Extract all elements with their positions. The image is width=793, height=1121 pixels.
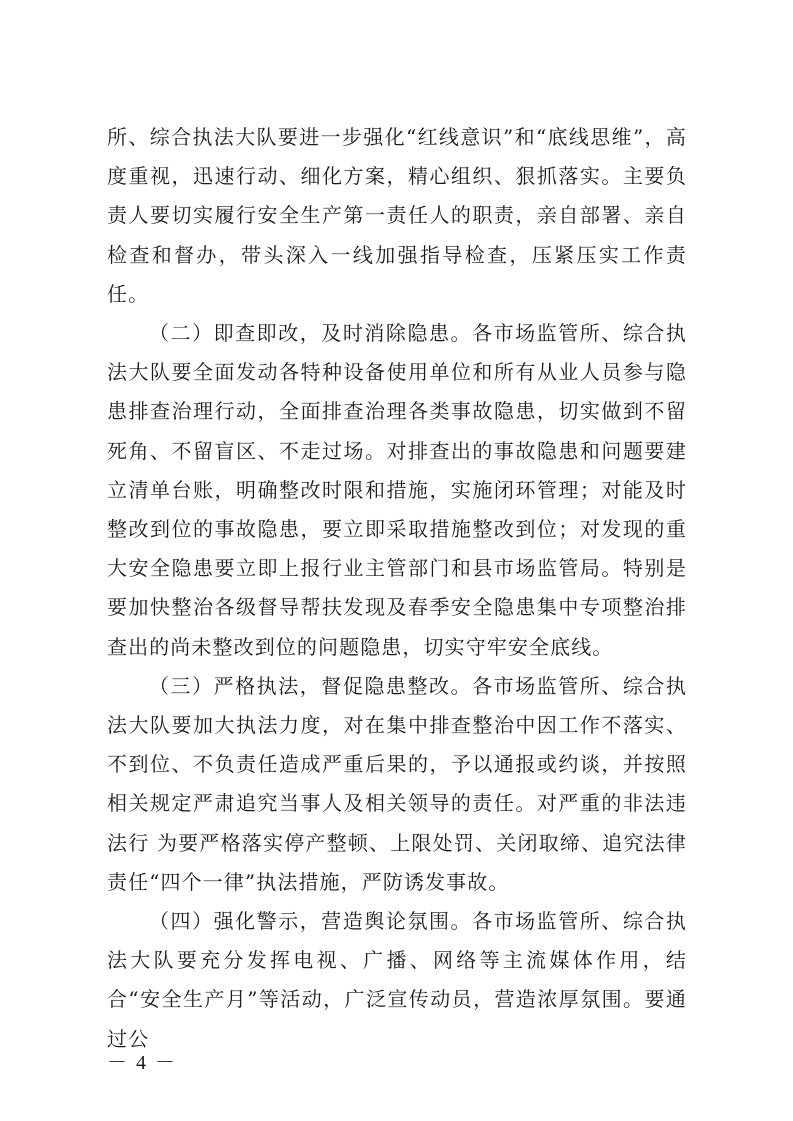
paragraph-text: 各市场监管所、综合执法大队要加大执法力度，对在集中排查整治中因工作不落实、不到位、不负责任造成严重后果的，予以通报或约谈，并按照相关规定严肃追究当事人及相关领导的责任。对严重的非法违法行 为要严格落实停产整顿、上限处罚、关闭取缔、追究法律责任“四个一律”执法措施，严防诱发事故。 [107, 673, 687, 894]
paragraph-section-4 [107, 902, 687, 1059]
section-heading: （二）即查即改，及时消除隐患。 [149, 321, 473, 346]
body-text [107, 118, 687, 1059]
paragraph-continued [107, 118, 687, 314]
paragraph-text: 各市场监管所、综合执法大队要充分发挥电视、广播、网络等主流媒体作用，结合“安全生产月”等活动，广泛宣传动员，营造浓厚氛围。要通过公 [107, 909, 687, 1051]
paragraph-text: 各市场监管所、综合执法大队要全面发动各特种设备使用单位和所有从业人员参与隐患排查治理行动，全面排查治理各类事故隐患，切实做到不留死角、不留盲区、不走过场。对排查出的事故隐患和问题要建立清单台账，明确整改时限和措施，实施闭环管理；对能及时整改到位的事故隐患，要立即采取措施整改到位；对发现的重大安全隐患要立即上报行业主管部门和县市场监管局。特别是要加快整治各级督导帮扶发现及春季安全隐患集中专项整治排查出的尚未整改到位的问题隐患，切实守牢安全底线。 [107, 321, 687, 659]
paragraph-text: 所、综合执法大队要进一步强化“红线意识”和“底线思维”，高度重视，迅速行动、细化方案，精心组织、狠抓落实。主要负责人要切实履行安全生产第一责任人的职责，亲自部署、亲自检查和督办，带头深入一线加强指导检查，压紧压实工作责任。 [107, 125, 687, 306]
paragraph-section-3 [107, 667, 687, 902]
section-heading: （四）强化警示，营造舆论氛围。 [149, 909, 473, 934]
section-heading: （三）严格执法，督促隐患整改。 [149, 673, 473, 698]
paragraph-section-2 [107, 314, 687, 667]
page-number: － 4 － [107, 1052, 177, 1074]
